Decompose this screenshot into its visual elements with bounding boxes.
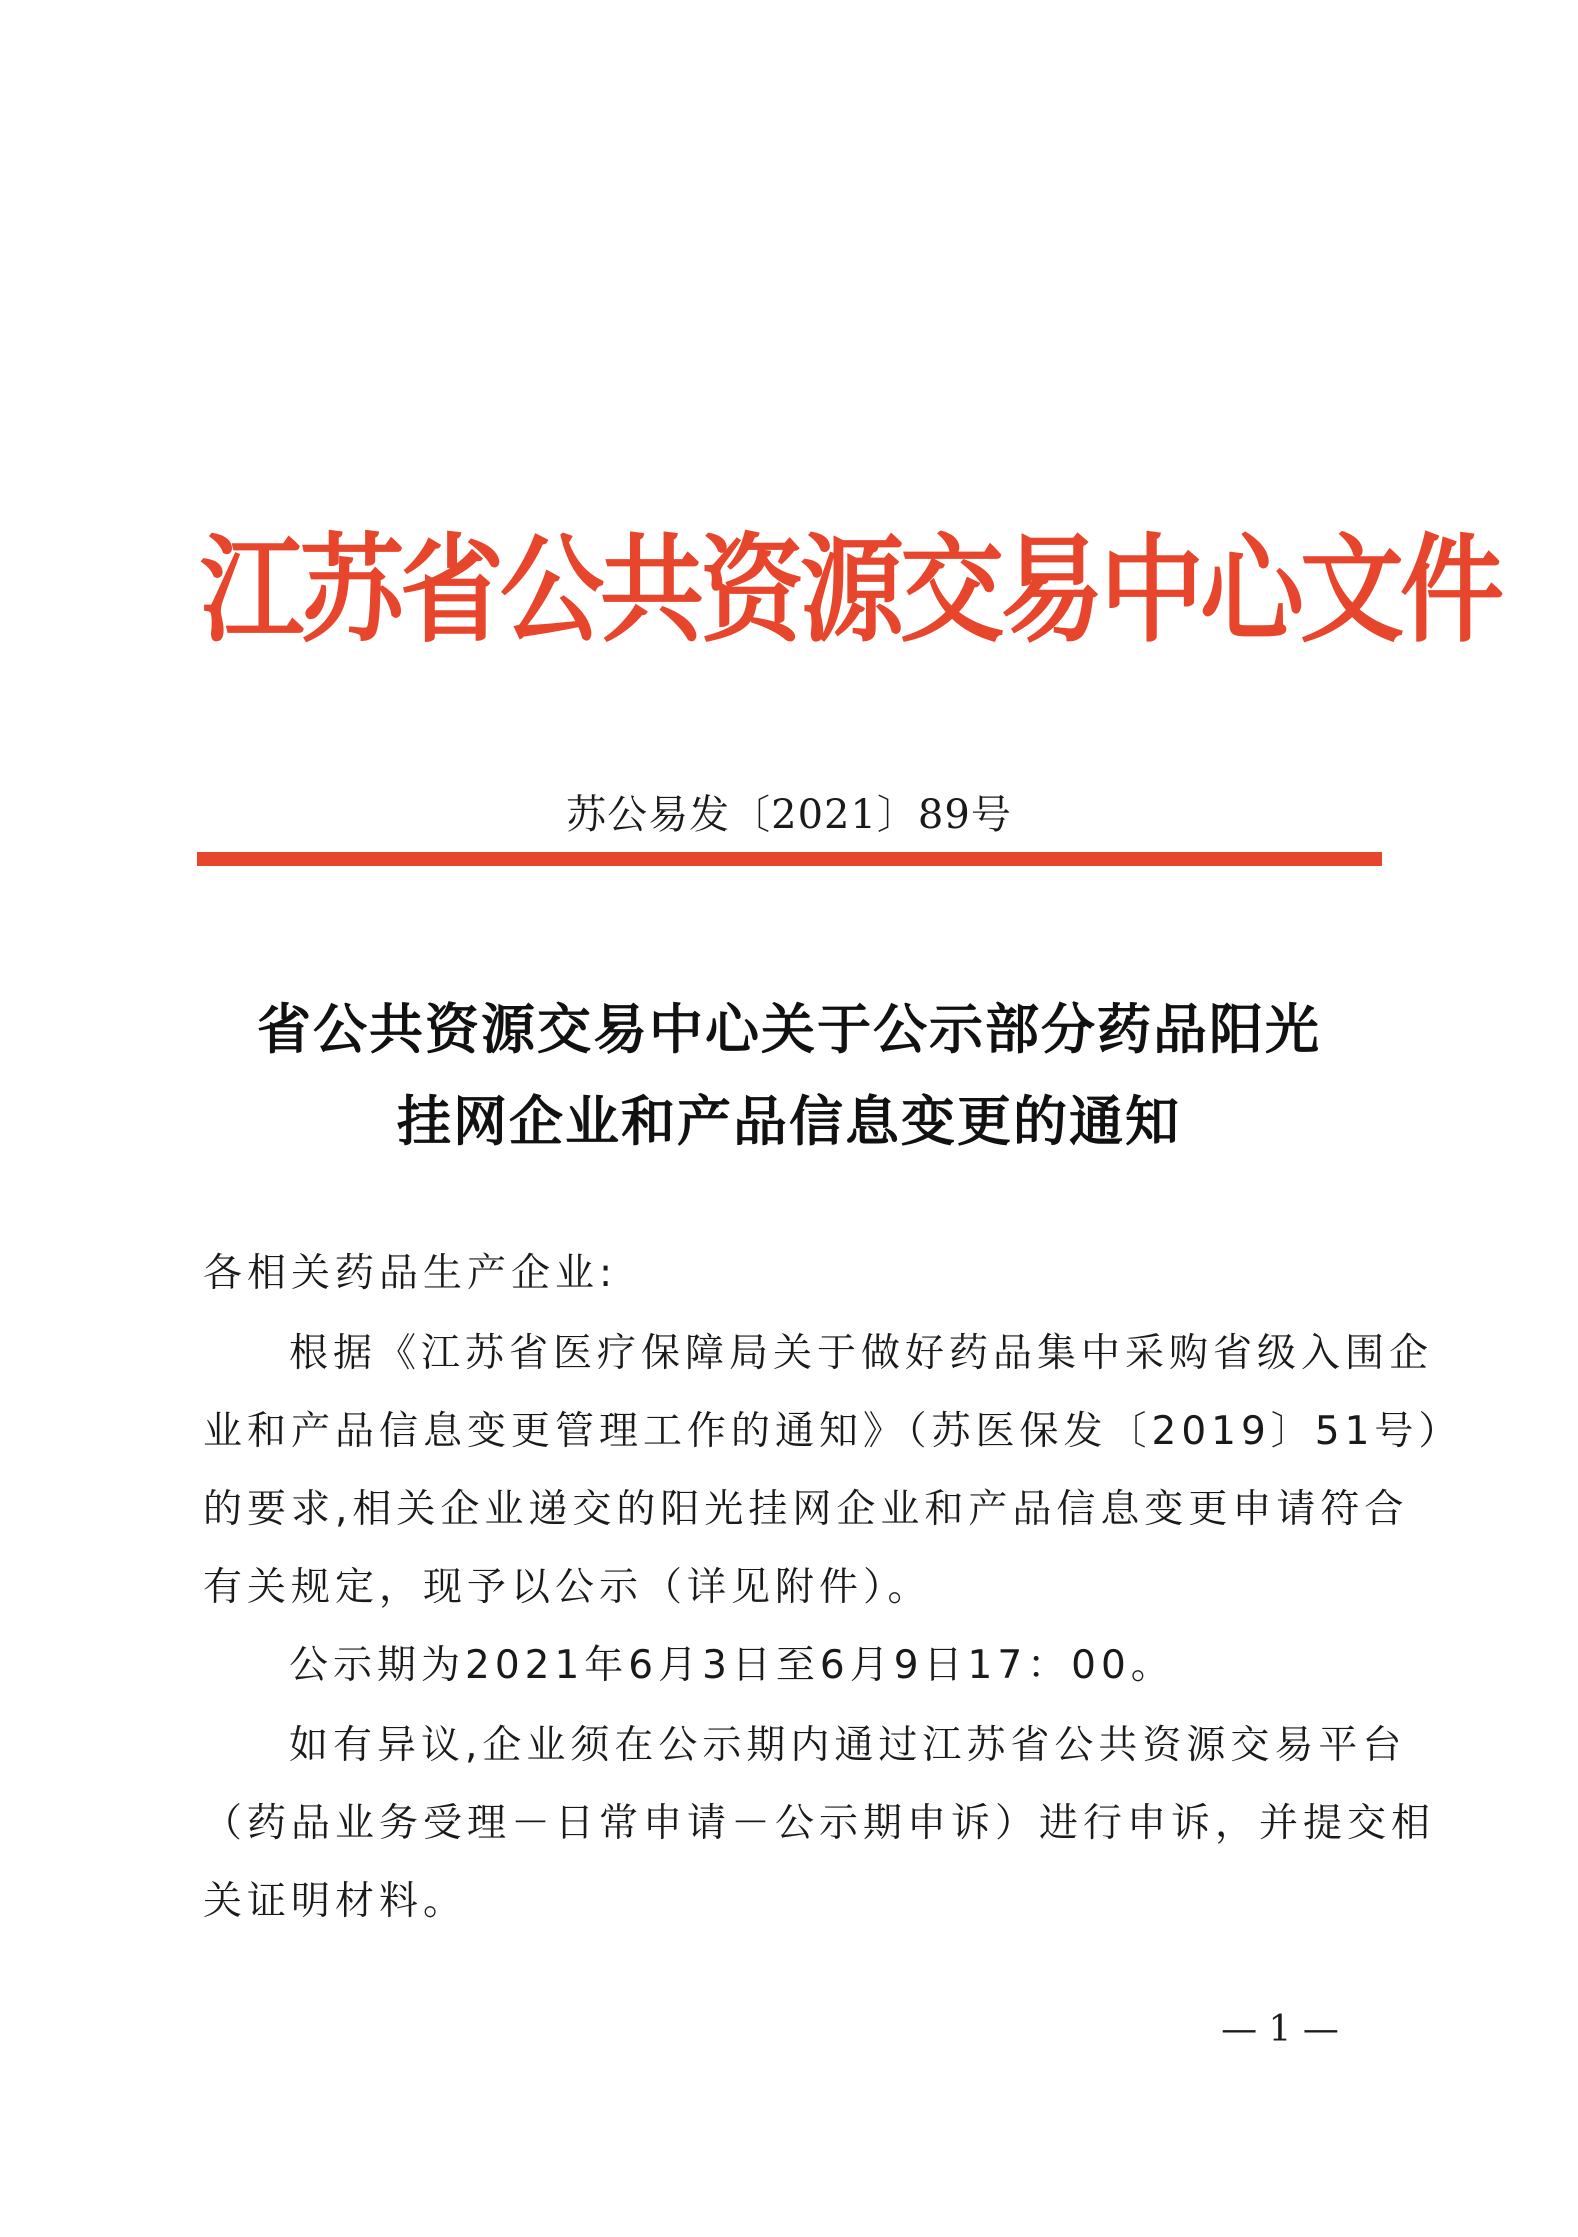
paragraph-1-line-2: 业和产品信息变更管理工作的通知》（苏医保发〔2019〕51号） bbox=[203, 1409, 1463, 1454]
masthead-title: 江苏省公共资源交易中心文件 bbox=[200, 521, 1501, 659]
red-divider bbox=[197, 852, 1382, 866]
document-number: 苏公易发〔2021〕89号 bbox=[566, 792, 1012, 838]
paragraph-1-line-3: 的要求,相关企业递交的阳光挂网企业和产品信息变更申请符合 bbox=[203, 1487, 1409, 1532]
paragraph-1-line-4: 有关规定，现予以公示（详见附件）。 bbox=[203, 1565, 932, 1610]
page-number: — 1 — bbox=[1221, 2009, 1339, 2050]
paragraph-3-line-1: 如有异议,企业须在公示期内通过江苏省公共资源交易平台 bbox=[289, 1723, 1407, 1768]
notice-title-line-2: 挂网企业和产品信息变更的通知 bbox=[397, 1089, 1181, 1153]
paragraph-3-line-3: 关证明材料。 bbox=[203, 1879, 468, 1924]
notice-body bbox=[203, 1235, 1463, 1955]
paragraph-3-line-2: （药品业务受理－日常申请－公示期申诉）进行申诉，并提交相 bbox=[203, 1801, 1436, 1846]
paragraph-1-line-1: 根据《江苏省医疗保障局关于做好药品集中采购省级入围企 bbox=[289, 1331, 1434, 1376]
notice-title-line-1: 省公共资源交易中心关于公示部分药品阳光 bbox=[257, 997, 1321, 1061]
notice-title bbox=[200, 983, 1378, 1167]
salutation: 各相关药品生产企业: bbox=[203, 1251, 618, 1296]
paragraph-2-line-1: 公示期为2021年6月3日至6月9日17：00。 bbox=[289, 1643, 1175, 1688]
